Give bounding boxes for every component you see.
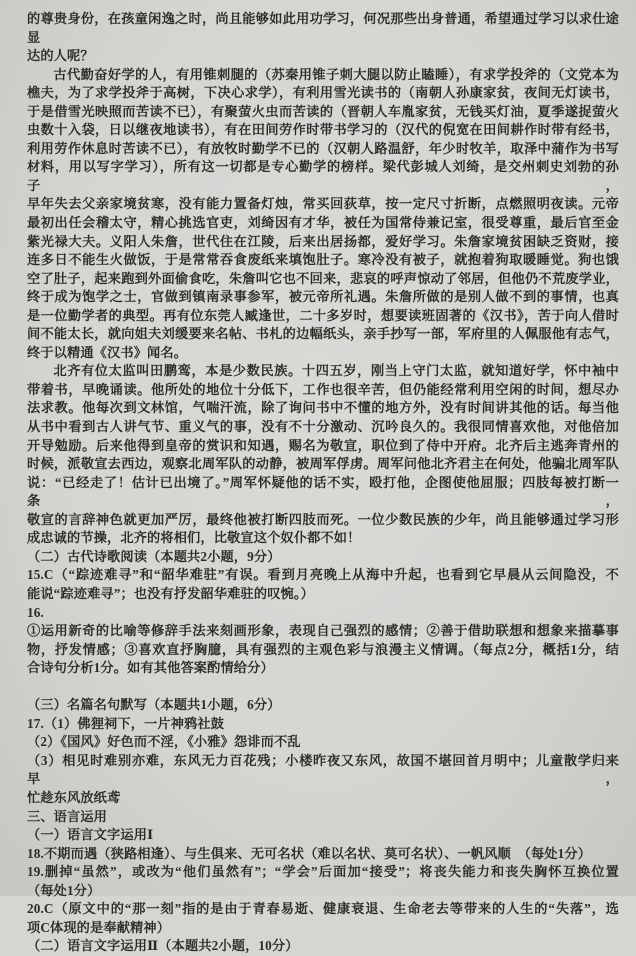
- document-text: [27, 10, 619, 956]
- text-line: 三、语言运用: [27, 808, 108, 824]
- text-line: （二）古代诗歌阅读（本题共2小题，9分）: [27, 548, 281, 564]
- text-line: 带着书，早晚诵读。他所处的地位十分低下，工作也很辛苦，但仍能经常利用空闲的时间，想尽办: [27, 381, 619, 397]
- text-line: （二）语言文字运用Ⅱ（本题共2小题，10分）: [27, 938, 299, 954]
- text-line: 的尊贵身份，在孩童闲逸之时，尚且能够如此用功学习，何况那些出身普通，希望通过学习以求仕途显: [27, 11, 619, 45]
- blank-line: [27, 678, 619, 697]
- text-line: 虫数十入袋，日以继夜地读书），有在田间劳作时带书学习的（汉代的倪宽在田间耕作时带有经书，: [27, 122, 619, 138]
- text-line: 空了肚子，起来跑到外面偷食吃，朱詹叫它也不回来，悲哀的呼声惊动了邻居，但他仍不荒废学业，: [27, 270, 619, 286]
- text-line: ①运用新奇的比喻等修辞手法来刻画形象，表现自己强烈的感情；②善于借助联想和想象来描摹事: [27, 623, 619, 639]
- text-line: （三）名篇名句默写（本题共1小题，6分）: [27, 697, 281, 713]
- text-line: 项C体现的是奉献精神）: [27, 919, 171, 935]
- text-line: 紫光禄大夫。义阳人朱詹，世代住在江陵，后来出居扬都，爱好学习。朱詹家境贫困缺乏资财，接: [27, 233, 619, 249]
- text-line: （3）相见时难别亦难，东风无力百花残；小楼昨夜又东风，故国不堪回首月明中；儿童散学归来早，: [27, 752, 619, 787]
- text-line: 法求教。他每次到文林馆，气喘汗流，除了询问书中不懂的地方外，没有时间讲其他的话。每当他: [27, 400, 619, 416]
- text-line: 物，抒发情感；③喜欢直抒胸臆，具有强烈的主观色彩与浪漫主义情调。（每点2分，概括1分，结: [27, 641, 619, 657]
- text-line: 利用劳作休息时苦读不已），有放牧时勤学不已的（汉朝人路温舒，年少时牧羊，取泽中蒲作为书写: [27, 140, 619, 156]
- text-line: （2）《国风》好色而不淫，《小雅》怨诽而不乱: [27, 734, 301, 750]
- text-line: 材料，用以写字学习），所有这一切都是专心勤学的榜样。梁代彭城人刘绮，是交州刺史刘勃的孙子，: [27, 159, 619, 193]
- text-line: 15.C（“踪迹难寻”和“韶华难驻”有误。看到月亮晚上从海中升起，也看到它早晨从云间隐没，不: [27, 567, 619, 583]
- text-line: 时候，派敬宣去西边，观察北周军队的动静，被周军俘虏。周军问他北齐君主在何处，他骗北周军队: [27, 456, 619, 472]
- text-line: 19.删掉“虽然”，或改为“他们虽然有”；“学会”后面加“接受”；将丧失能力和丧失胸怀互换位置: [27, 864, 619, 880]
- text-line: 北齐有位太监叫田鹏鸾，本是少数民族。十四五岁，刚当上守门太监，就知道好学，怀中袖中: [53, 363, 619, 379]
- text-line: 达的人呢？: [27, 48, 94, 64]
- text-line: 开导勉励。后来他得到皇帝的赏识和知遇，赐名为敬宣，职位到了侍中开府。北齐后主逃奔青州的: [27, 437, 619, 453]
- text-line: 说：“已经走了！估计已出境了。”周军怀疑他的话不实，殴打他，企图使他屈服；四肢每被打断一条，: [27, 474, 619, 509]
- text-line: 连多日不能生火做饭，于是常常吞食废纸来填饱肚子。寒冷没有被子，就抱着狗取暖睡觉。狗也饿: [27, 252, 619, 268]
- text-line: 合诗句分析1分。如有其他答案酌情给分）: [27, 660, 274, 676]
- text-line: 终于成为饱学之士，官做到镇南录事参军，被元帝所礼遇。朱詹所做的是别人做不到的事情，也真: [27, 289, 619, 305]
- text-line: 16.: [27, 604, 44, 620]
- text-line: 间不能太长，就向姐夫刘缓要来名帖、书札的边幅纸头，亲手抄写一部，军府里的人佩服他有志气，: [27, 326, 619, 342]
- text-line: 成忠诚的节操，北齐的将相们，比敬宣这个奴仆都不如！: [27, 530, 361, 546]
- text-line: 忙趁东风放纸鸢: [27, 789, 121, 805]
- text-line: 古代勤奋好学的人，有用锥刺腿的（苏秦用锥子刺大腿以防止瞌睡），有求学投斧的（文党本为: [53, 66, 619, 82]
- text-line: 20.C（原文中的“那一刻”指的是由于青春易逝、健康衰退、生命老去等带来的人生的“失落”，选: [27, 901, 619, 917]
- text-line: 最初出任会稽太守，精心挑选官吏，刘绮因有才华，被任为国常侍兼记室，很受尊重，最后官至金: [27, 215, 619, 231]
- text-line: 从书中看到古人讲气节、重义气的事，没有不十分激动、沉吟良久的。我很同情喜欢他，对他倍加: [27, 419, 619, 435]
- text-line: 17.（1）佛狸祠下，一片神鸦社鼓: [27, 715, 225, 731]
- text-line: 18.不期而遇（狭路相逢）、与生俱来、无可名状（难以名状、莫可名状）、一帆风顺 （每处1分）: [27, 845, 592, 861]
- text-line: 于是借雪光映照而苦读不已），有聚萤火虫而苦读的（晋朝人车胤家贫，无钱买灯油，夏季遂捉萤火: [27, 103, 619, 119]
- text-line: 早年失去父亲家境贫寒，没有能力置备灯烛，常买回荻草，按一定尺寸折断，点燃照明夜读。元帝: [27, 196, 619, 212]
- text-line: 樵夫，为了求学投斧于高树，下决心求学），有利用雪光读书的（南朝人孙康家贫，夜间无灯读书，: [27, 85, 619, 101]
- text-line: 是一位勤学者的典型。再有位东莞人臧逢世，二十多岁时，想要读班固著的《汉书》，苦于向人借时: [27, 307, 619, 323]
- text-line: 能说“踪迹难寻”；也没有抒发韶华难驻的叹惋。）: [27, 585, 314, 601]
- text-line: （每处1分）: [27, 882, 101, 898]
- text-line: 敬宣的言辞神色就更加严厉，最终他被打断四肢而死。一位少数民族的少年，尚且能够通过学习形: [27, 511, 619, 527]
- text-line: （一）语言文字运用Ⅰ: [27, 827, 154, 843]
- text-line: 终于以精通《汉书》闻名。: [27, 344, 188, 360]
